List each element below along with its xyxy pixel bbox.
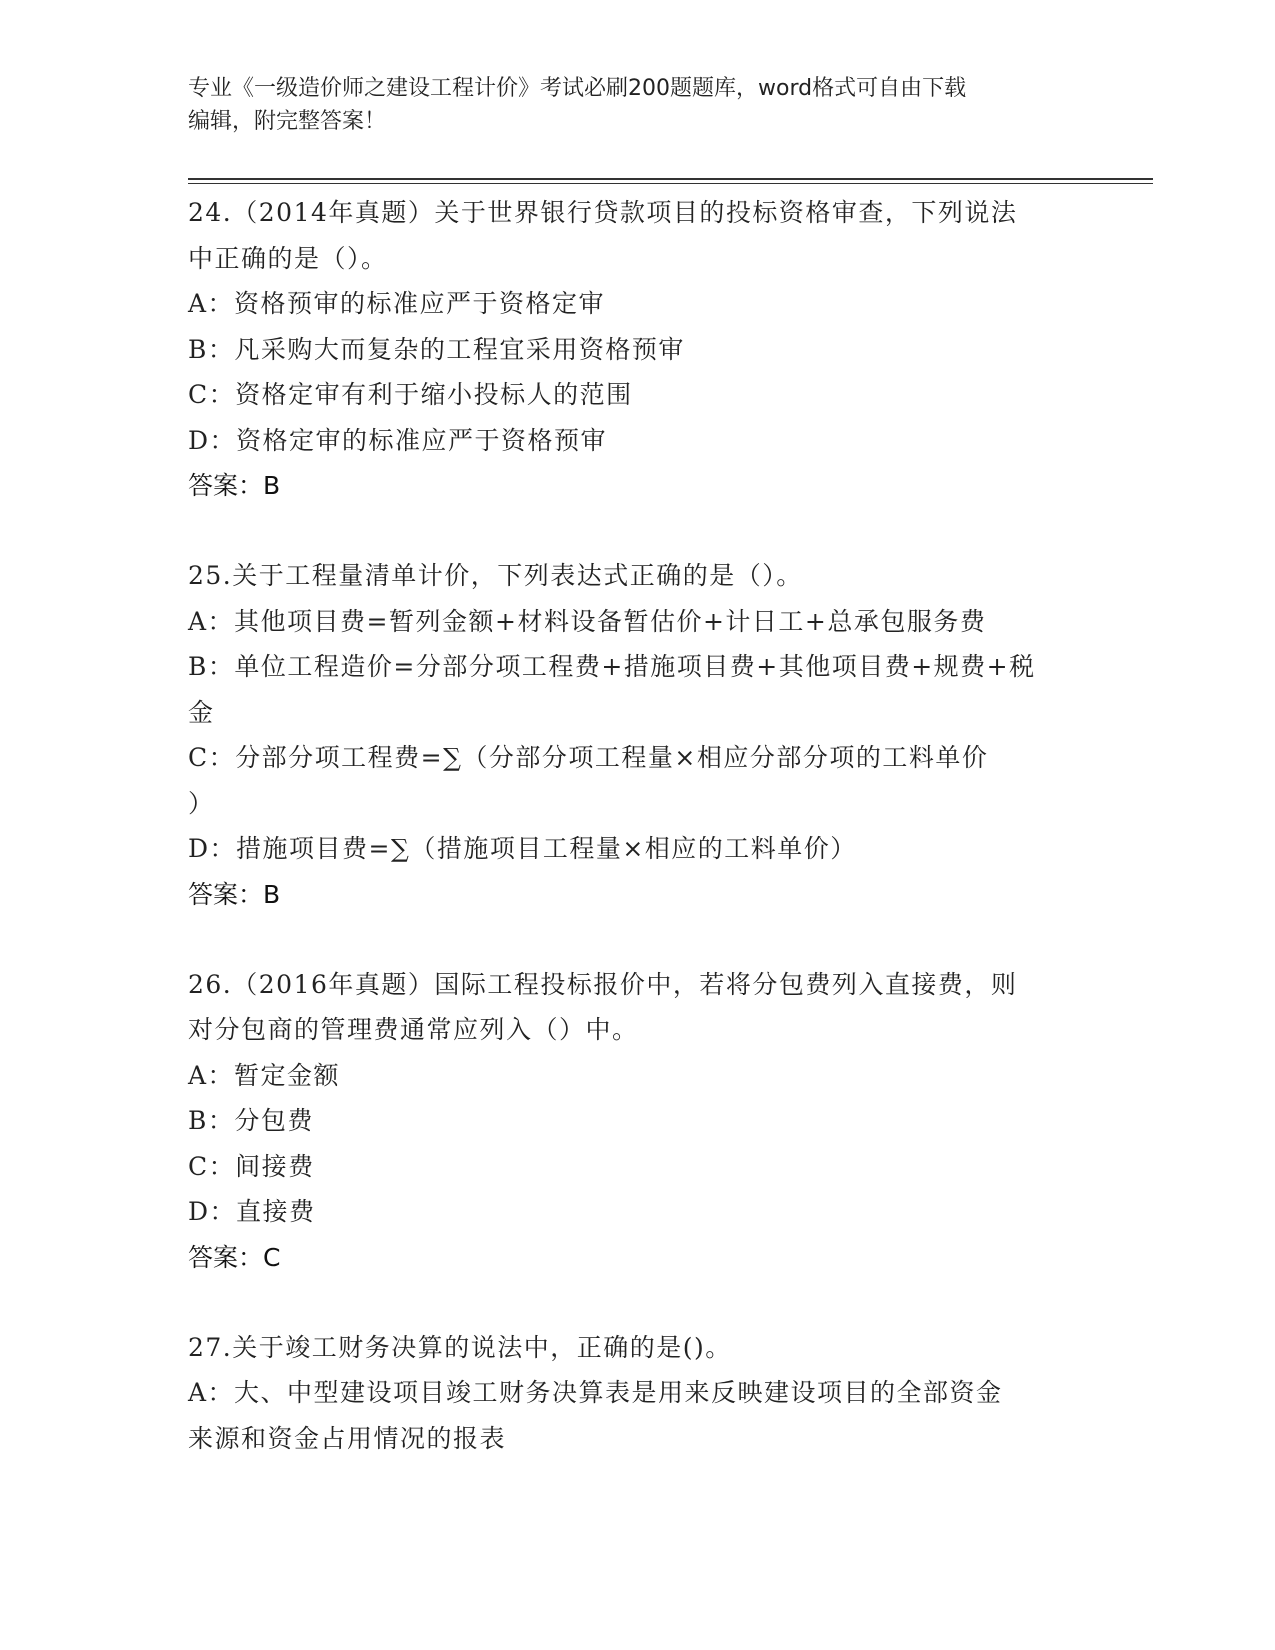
question-stem-line: 中正确的是（）。 (188, 243, 388, 273)
document-header (188, 72, 1068, 138)
question-stem-line: 对分包商的管理费通常应列入（）中。 (188, 1015, 639, 1044)
answer-line: 答案：B (188, 471, 281, 500)
option-b-continued: 金 (188, 697, 215, 727)
option-c: C：分部分项工程费=∑（分部分项工程量×相应分部分项的工料单价 (188, 743, 989, 772)
option-b: B：凡采购大而复杂的工程宜采用资格预审 (188, 334, 685, 364)
option-a: A：资格预审的标准应严于资格定审 (188, 289, 606, 318)
option-c: C：间接费 (188, 1151, 315, 1181)
question-stem-line: 25.关于工程量清单计价，下列表达式正确的是（）。 (188, 561, 803, 590)
question-stem-line: 24.（2014年真题）关于世界银行贷款项目的投标资格审查，下列说法 (188, 198, 1018, 227)
option-c: C：资格定审有利于缩小投标人的范围 (188, 380, 633, 409)
header-line-1: 专业《一级造价师之建设工程计价》考试必刷200题题库，word格式可自由下载 (188, 76, 967, 101)
header-divider-thin (188, 183, 1153, 184)
question-25 (188, 553, 1088, 917)
option-a-continued: 来源和资金占用情况的报表 (188, 1423, 507, 1453)
question-27 (188, 1325, 1088, 1462)
answer-line: 答案：B (188, 879, 281, 909)
option-c-continued: ） (188, 788, 215, 818)
answer-line: 答案：C (188, 1242, 281, 1272)
option-d: D：直接费 (188, 1197, 316, 1226)
question-list (188, 190, 1088, 1506)
header-divider-thick (188, 178, 1153, 180)
header-line-2: 编辑，附完整答案！ (188, 109, 387, 134)
option-d: D：措施项目费=∑（措施项目工程量×相应的工料单价） (188, 834, 857, 863)
question-stem-line: 26.（2016年真题）国际工程投标报价中，若将分包费列入直接费，则 (188, 969, 1018, 999)
option-a: A：暂定金额 (188, 1060, 341, 1090)
question-stem-line: 27.关于竣工财务决算的说法中，正确的是()。 (188, 1332, 732, 1362)
option-a: A：大、中型建设项目竣工财务决算表是用来反映建设项目的全部资金 (188, 1378, 1003, 1407)
option-d: D：资格定审的标准应严于资格预审 (188, 425, 608, 455)
option-a: A：其他项目费=暂列金额+材料设备暂估价+计日工+总承包服务费 (188, 606, 987, 636)
option-b: B：单位工程造价=分部分项工程费+措施项目费+其他项目费+规费+税 (188, 652, 1036, 681)
option-b: B：分包费 (188, 1106, 314, 1135)
question-24 (188, 190, 1088, 508)
question-26 (188, 962, 1088, 1280)
